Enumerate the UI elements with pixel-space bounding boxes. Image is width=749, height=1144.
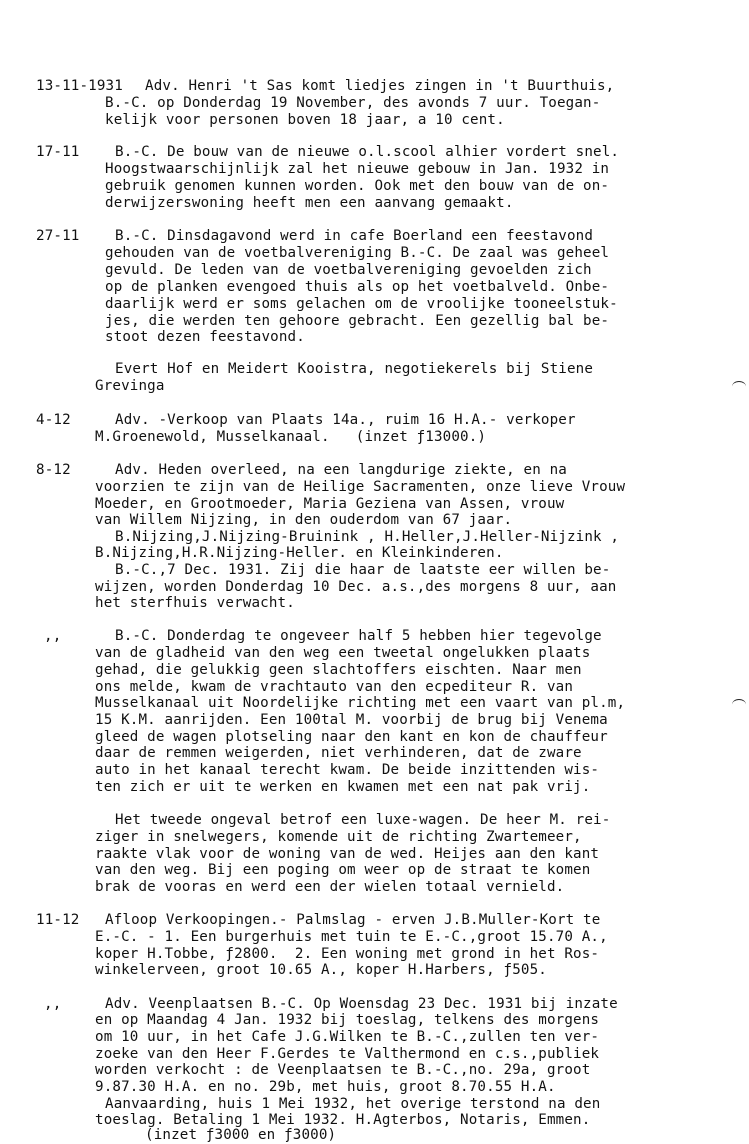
entry-line: ons melde, kwam de vrachtauto van den ecpediteur R. van <box>95 679 574 695</box>
entry-line: B.-C. De bouw van de nieuwe o.l.scool alhier vordert snel. <box>115 144 620 160</box>
entry-line: (inzet ƒ3000 en ƒ3000) <box>145 1127 337 1143</box>
entry-line: B.-C. Donderdag te ongeveer half 5 hebben hier tegevolge <box>115 628 602 644</box>
entry-date: 13-11-1931 <box>36 78 123 94</box>
entry-date: ,, <box>44 628 62 644</box>
entry-line: daar de remmen weigerden, niet verhinderen, dat de zware <box>95 745 582 761</box>
entry-line: B.Nijzing,J.Nijzing-Bruinink , H.Heller,J.Heller-Nijzink , <box>115 529 620 545</box>
entry-line: stoot dezen feestavond. <box>105 329 305 345</box>
entry-line: Afloop Verkoopingen.- Palmslag - erven J.B.Muller-Kort te <box>105 912 601 928</box>
entry-line: derwijzerswoning heeft men een aanvang gemaakt. <box>105 195 514 211</box>
entry-line: koper H.Tobbe, ƒ2800. 2. Een woning met grond in het Ros- <box>95 946 600 962</box>
entry-date: 27-11 <box>36 228 80 244</box>
entry-line: gehouden van de voetbalvereniging B.-C. De zaal was geheel <box>105 245 610 261</box>
entry-line: Musselkanaal uit Noordelijke richting met een vaart van pl.m, <box>95 695 626 711</box>
entry-line: daarlijk werd er soms gelachen om de vroolijke tooneelstuk- <box>105 296 618 312</box>
entry-line: ten zich er uit te werken en kwamen met een nat pak vrij. <box>95 779 591 795</box>
entry-line: Grevinga <box>95 378 165 394</box>
entry-line: wijzen, worden Donderdag 10 Dec. a.s.,des morgens 8 uur, aan <box>95 579 617 595</box>
entry-line: Adv. Veenplaatsen B.-C. Op Woensdag 23 Dec. 1931 bij inzate <box>105 996 618 1012</box>
entry-line: zoeke van den Heer F.Gerdes te Valthermond en c.s.,publiek <box>95 1046 600 1062</box>
entry-line: raakte vlak voor de woning van de wed. Heijes aan den kant <box>95 846 600 862</box>
entry-line: gehad, die gelukkig geen slachtoffers eischten. Naar men <box>95 662 582 678</box>
entry-line: winkelerveen, groot 10.65 A., koper H.Harbers, ƒ505. <box>95 962 547 978</box>
entry-line: B.Nijzing,H.R.Nijzing-Heller. en Kleinkinderen. <box>95 545 504 561</box>
entry-line: voorzien te zijn van de Heilige Sacramenten, onze lieve Vrouw <box>95 479 626 495</box>
entry-line: brak de vooras en werd een der wielen totaal vernield. <box>95 879 565 895</box>
entry-date: 4-12 <box>36 412 71 428</box>
entry-date: ,, <box>44 996 62 1012</box>
entry-line: Adv. -Verkoop van Plaats 14a., ruim 16 H.A.- verkoper <box>115 412 576 428</box>
entry-line: B.-C. Dinsdagavond werd in cafe Boerland een feestavond <box>115 228 594 244</box>
entry-line: van de gladheid van den weg een tweetal ongelukken plaats <box>95 645 591 661</box>
entry-line: auto in het kanaal terecht kwam. De beide inzittenden wis- <box>95 762 600 778</box>
binder-hole-mark <box>732 381 746 392</box>
entry-line: op de planken evengoed thuis als op het voetbalveld. Onbe- <box>105 279 610 295</box>
entry-line: Moeder, en Grootmoeder, Maria Geziena van Assen, vrouw <box>95 496 565 512</box>
entry-line: van den weg. Bij een poging om weer op de straat te komen <box>95 862 591 878</box>
entry-line: van Willem Nijzing, in den ouderdom van 67 jaar. <box>95 512 513 528</box>
entry-line: en op Maandag 4 Jan. 1932 bij toeslag, telkens des morgens <box>95 1012 600 1028</box>
entry-line: toeslag. Betaling 1 Mei 1932. H.Agterbos, Notaris, Emmen. <box>95 1112 591 1128</box>
entry-line: Hoogstwaarschijnlijk zal het nieuwe gebouw in Jan. 1932 in <box>105 161 610 177</box>
binder-hole-mark <box>732 699 746 710</box>
entry-line: het sterfhuis verwacht. <box>95 595 295 611</box>
entry-line: Het tweede ongeval betrof een luxe-wagen. De heer M. rei- <box>115 812 611 828</box>
entry-date: 11-12 <box>36 912 80 928</box>
entry-line: jes, die werden ten gehoore gebracht. Een gezellig bal be- <box>105 313 610 329</box>
entry-line: kelijk voor personen boven 18 jaar, a 10 cent. <box>105 112 505 128</box>
entry-line: worden verkocht : de Veenplaatsen te B.-C.,no. 29a, groot <box>95 1062 591 1078</box>
entry-line: B.-C. op Donderdag 19 November, des avonds 7 uur. Toegan- <box>105 95 601 111</box>
entry-date: 17-11 <box>36 144 80 160</box>
entry-line: 15 K.M. aanrijden. Een 100tal M. voorbij de brug bij Venema <box>95 712 608 728</box>
entry-line: gevuld. De leden van de voetbalvereniging gevoelden zich <box>105 262 592 278</box>
entry-line: gebruik genomen kunnen worden. Ook met den bouw van de on- <box>105 178 610 194</box>
entry-line: Adv. Heden overleed, na een langdurige ziekte, en na <box>115 462 567 478</box>
entry-line: gleed de wagen plotseling naar den kant en kon de chauffeur <box>95 729 608 745</box>
entry-date: 8-12 <box>36 462 71 478</box>
entry-line: Evert Hof en Meidert Kooistra, negotiekerels bij Stiene <box>115 361 594 377</box>
entry-line: E.-C. - 1. Een burgerhuis met tuin te E.-C.,groot 15.70 A., <box>95 929 608 945</box>
entry-line: Adv. Henri 't Sas komt liedjes zingen in 't Buurthuis, <box>145 78 615 94</box>
entry-line: B.-C.,7 Dec. 1931. Zij die haar de laatste eer willen be- <box>115 562 611 578</box>
entry-line: om 10 uur, in het Cafe J.G.Wilken te B.-C.,zullen ten ver- <box>95 1029 600 1045</box>
entry-line: ziger in snelwegers, komende uit de richting Zwartemeer, <box>95 829 582 845</box>
entry-line: Aanvaarding, huis 1 Mei 1932, het overige terstond na den <box>105 1096 601 1112</box>
entry-line: M.Groenewold, Musselkanaal. (inzet ƒ13000.) <box>95 429 487 445</box>
entry-line: 9.87.30 H.A. en no. 29b, met huis, groot 8.70.55 H.A. <box>95 1079 556 1095</box>
